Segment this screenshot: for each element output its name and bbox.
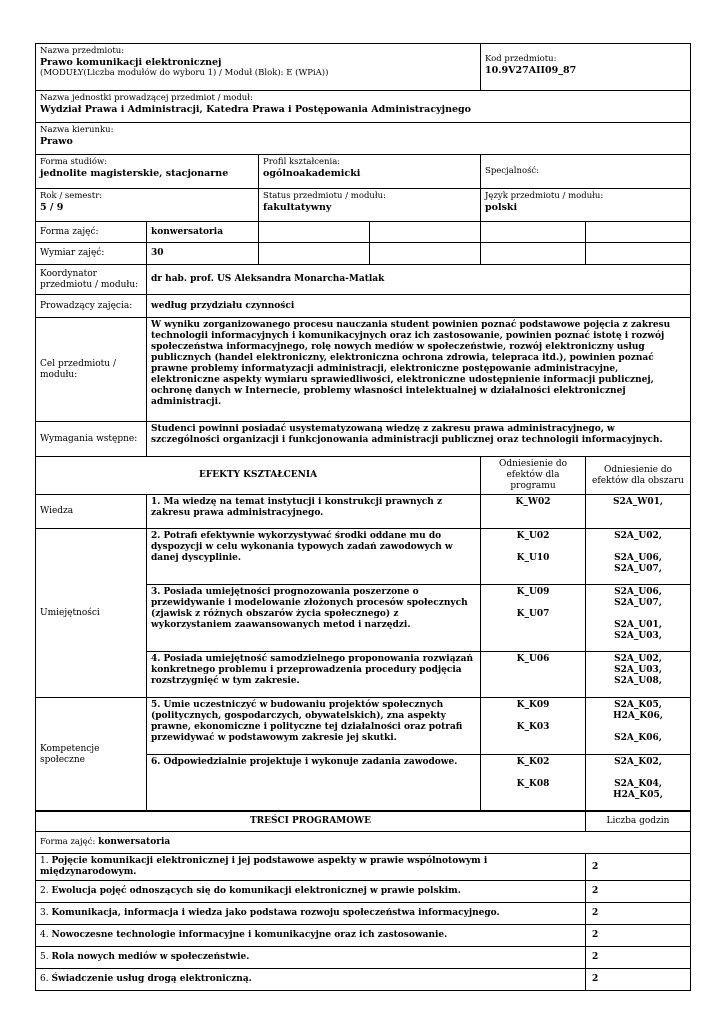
effect-area-6 (586, 755, 691, 812)
topic-row (36, 881, 691, 903)
status-cell (259, 189, 481, 222)
effect-code: S2A_U02, (614, 531, 662, 541)
effect-code: K_U10 (516, 553, 550, 563)
effect-code: K_U09 (516, 587, 550, 597)
effect-area-2 (586, 529, 691, 585)
effect-code: S2A_U01, (614, 620, 662, 630)
code-gap (590, 609, 686, 620)
effect-area-1 (586, 495, 691, 529)
class-form-label: Forma zajęć: (36, 222, 147, 243)
topic-hours: 2 (586, 854, 691, 881)
form-label: Forma studiów: (40, 157, 108, 167)
profile-value: ogólnoakademicki (263, 167, 361, 179)
subject-label: Nazwa przedmiotu: (40, 46, 125, 56)
effect-text-3: 3. Posiada umiejętności prognozowania poszerzone o przewidywanie i modelowanie złożonych procesów społecznych (zjawisk z różnych obszarów życia społecznego) z wykorzystaniem zaawansowanych metod i narzędzi. (147, 585, 481, 652)
topic-number: 2. (40, 886, 49, 896)
subject-module: (MODUŁY(Liczba modułów do wyboru 1) / Moduł (Blok): E (WPiA)) (40, 67, 329, 78)
code-label: Kod przedmiotu: (485, 54, 557, 64)
effect-program-6 (481, 755, 586, 812)
field-cell (36, 123, 691, 155)
effect-code: S2A_U03, (614, 665, 662, 675)
effect-code: S2A_U06, (614, 587, 662, 597)
col-program-header: Odniesienie do efektów dla programu (481, 457, 586, 495)
effect-code: S2A_U07, (614, 564, 662, 574)
topic-text: Komunikacja, informacja i wiedza jako podstawa rozwoju społeczeństwa informacyjnego. (51, 908, 500, 918)
effect-code: S2A_U02, (614, 654, 662, 664)
year-label: Rok / semestr: (40, 191, 103, 201)
unit-value: Wydział Prawa i Administracji, Katedra Prawa i Postępowania Administracyjnego (40, 103, 472, 115)
lang-label: Język przedmiotu / modułu: (485, 191, 604, 201)
effect-code: K_W02 (515, 497, 551, 507)
goal-label: Cel przedmiotu / modułu: (36, 318, 147, 422)
wiedza-label: Wiedza (36, 495, 147, 529)
program-form-value: konwersatoria (98, 837, 171, 847)
status-label: Status przedmiotu / modułu: (263, 191, 386, 201)
profile-label: Profil kształcenia: (263, 157, 341, 167)
year-value: 5 / 9 (40, 201, 64, 213)
effect-text-2: 2. Potrafi efektywnie wykorzystywać środki oddane mu do dyspozycji w celu wykonania typowych zadań zawodowych w danej dyscyplinie. (147, 529, 481, 585)
subject-name: Prawo komunikacji elektronicznej (40, 56, 222, 68)
effect-code: S2A_U08, (614, 676, 662, 686)
course-details-table (35, 221, 691, 457)
effect-code: S2A_K02, (614, 757, 662, 767)
program-hours-header: Liczba godzin (586, 811, 691, 832)
topic-row (36, 854, 691, 881)
program-form-row (36, 832, 691, 854)
lang-cell (481, 189, 691, 222)
code-gap (485, 768, 581, 779)
code-gap (485, 598, 581, 609)
topic-number: 1. (40, 856, 49, 866)
code-gap (590, 542, 686, 553)
spec-cell (481, 155, 691, 189)
effect-program-4 (481, 652, 586, 698)
profile-cell (259, 155, 481, 189)
code-cell (481, 44, 691, 91)
topic-cell (36, 947, 586, 969)
field-label: Nazwa kierunku: (40, 125, 114, 135)
subject-cell (36, 44, 481, 91)
topic-text: Rola nowych mediów w społeczeństwie. (51, 952, 250, 962)
effect-code: S2A_U07, (614, 598, 662, 608)
topic-hours: 2 (586, 947, 691, 969)
effect-code: S2A_K06, (614, 733, 662, 743)
code-gap (485, 542, 581, 553)
topic-hours: 2 (586, 903, 691, 925)
learning-effects-table (35, 456, 691, 812)
spec-label: Specjalność: (485, 166, 540, 177)
topic-cell (36, 903, 586, 925)
topic-text: Pojęcie komunikacji elektronicznej i jej podstawowe aspekty w prawie wspólnotowym i międzynarodowym. (40, 856, 488, 877)
topic-cell (36, 881, 586, 903)
effect-code: S2A_K04, (614, 779, 662, 789)
effect-code: K_U06 (516, 654, 550, 664)
program-form-label: Forma zajęć: (40, 837, 96, 847)
effect-program-5 (481, 698, 586, 755)
topic-text: Nowoczesne technologie informacyjne i komunikacyjne oraz ich zastosowanie. (51, 930, 448, 940)
effect-code: S2A_U03, (614, 631, 662, 641)
topic-text: Ewolucja pojęć odnoszących się do komunikacji elektronicznej w prawie polskim. (51, 886, 461, 896)
field-value: Prawo (40, 135, 73, 147)
effect-code: K_U07 (516, 609, 550, 619)
teacher-label: Prowadzący zajęcia: (36, 295, 147, 318)
topic-text: Świadczenie usług drogą elektroniczną. (51, 974, 252, 984)
topic-hours: 2 (586, 925, 691, 947)
effect-code: S2A_K05, (614, 700, 662, 710)
coordinator-label: Koordynator przedmiotu / modułu: (36, 265, 147, 295)
effect-code: H2A_K06, (613, 711, 663, 721)
goal-value: W wyniku zorganizowanego procesu nauczania student powinien poznać podstawowe pojęcia z zakresu technologii informacyjnych i komunikacyjnych oraz ich zastosowanie, powinien poznać istotę i rozwój społeczeństwa informacyjnego, rolę nowych mediów w społeczeństwie, rozwój elektroniczny usług publicznych (handel elektroniczny, elektroniczna ochrona zdrowia, telepraca itd.), powinien poznać prawne problemy informatyzacji administracji, elektroniczne postępowanie administracyjne, elektroniczne aspekty wymiaru sprawiedliwości, elektroniczne udostępnienie informacji publicznej, ochronę danych w Internecie, problemy własności intelektualnej w działalności elektronicznej administracji. (147, 318, 691, 422)
effect-code: S2A_U06, (614, 553, 662, 563)
effect-area-5 (586, 698, 691, 755)
effect-code: K_K03 (516, 722, 550, 732)
topic-row (36, 947, 691, 969)
hours-value: 30 (147, 243, 259, 265)
effect-code: K_K08 (516, 779, 550, 789)
effect-code: K_U02 (516, 531, 550, 541)
effect-program-1 (481, 495, 586, 529)
year-cell (36, 189, 259, 222)
code-gap (590, 722, 686, 733)
effect-code: S2A_W01, (613, 497, 664, 507)
effect-program-2 (481, 529, 586, 585)
class-form-value: konwersatoria (147, 222, 259, 243)
effect-program-3 (481, 585, 586, 652)
effects-title: EFEKTY KSZTAŁCENIA (36, 457, 481, 495)
col-area-header: Odniesienie do efektów dla obszaru (586, 457, 691, 495)
topic-number: 5. (40, 952, 49, 962)
program-title: TREŚCI PROGRAMOWE (36, 811, 586, 832)
form-cell (36, 155, 259, 189)
effect-area-4 (586, 652, 691, 698)
status-value: fakultatywny (263, 201, 332, 213)
topic-cell (36, 854, 586, 881)
kompetencje-label: Kompetencje społeczne (36, 698, 147, 812)
requirements-value: Studenci powinni posiadać usystematyzowaną wiedzę z zakresu prawa administracyjnego, w szczególności organizacji i funkcjonowania administracji publicznej oraz technologii informacyjnych. (147, 422, 691, 457)
course-header-table (35, 43, 691, 222)
effect-code: K_K02 (516, 757, 550, 767)
effect-area-3 (586, 585, 691, 652)
hours-label: Wymiar zajęć: (36, 243, 147, 265)
form-value: jednolite magisterskie, stacjonarne (40, 167, 229, 179)
teacher-value: według przydziału czynności (147, 295, 691, 318)
topic-number: 3. (40, 908, 49, 918)
effect-text-1: 1. Ma wiedzę na temat instytucji i konstrukcji prawnych z zakresu prawa administracyjnego. (147, 495, 481, 529)
code-gap (485, 711, 581, 722)
effect-code: H2A_K05, (613, 790, 663, 800)
coordinator-value: dr hab. prof. US Aleksandra Monarcha-Matlak (147, 265, 691, 295)
program-content-table (35, 810, 691, 991)
topic-number: 6. (40, 974, 49, 984)
lang-value: polski (485, 201, 518, 213)
unit-label: Nazwa jednostki prowadzącej przedmiot / moduł: (40, 93, 253, 103)
topic-hours: 2 (586, 881, 691, 903)
topic-number: 4. (40, 930, 49, 940)
requirements-label: Wymagania wstępne: (36, 422, 147, 457)
effect-text-6: 6. Odpowiedzialnie projektuje i wykonuje zadania zawodowe. (147, 755, 481, 812)
topic-hours: 2 (586, 969, 691, 991)
topic-cell (36, 925, 586, 947)
topic-row (36, 903, 691, 925)
topic-row (36, 925, 691, 947)
topics-list (36, 854, 691, 991)
code-gap (590, 768, 686, 779)
unit-cell (36, 91, 691, 123)
topic-row (36, 969, 691, 991)
code-value: 10.9V27AII09_87 (485, 64, 577, 76)
effect-text-5: 5. Umie uczestniczyć w budowaniu projektów społecznych (politycznych, gospodarczych, obywatelskich), zna aspekty prawne, ekonomiczne i polityczne tej działalności oraz potrafi przewidywać w podstawowym zakresie jej skutki. (147, 698, 481, 755)
effect-text-4: 4. Posiada umiejętność samodzielnego proponowania rozwiązań konkretnego problemu i przeprowadzenia procedury podjęcia rozstrzygnięć w tym zakresie. (147, 652, 481, 698)
topic-cell (36, 969, 586, 991)
umiejetnosci-label: Umiejętności (36, 529, 147, 698)
effect-code: K_K09 (516, 700, 550, 710)
